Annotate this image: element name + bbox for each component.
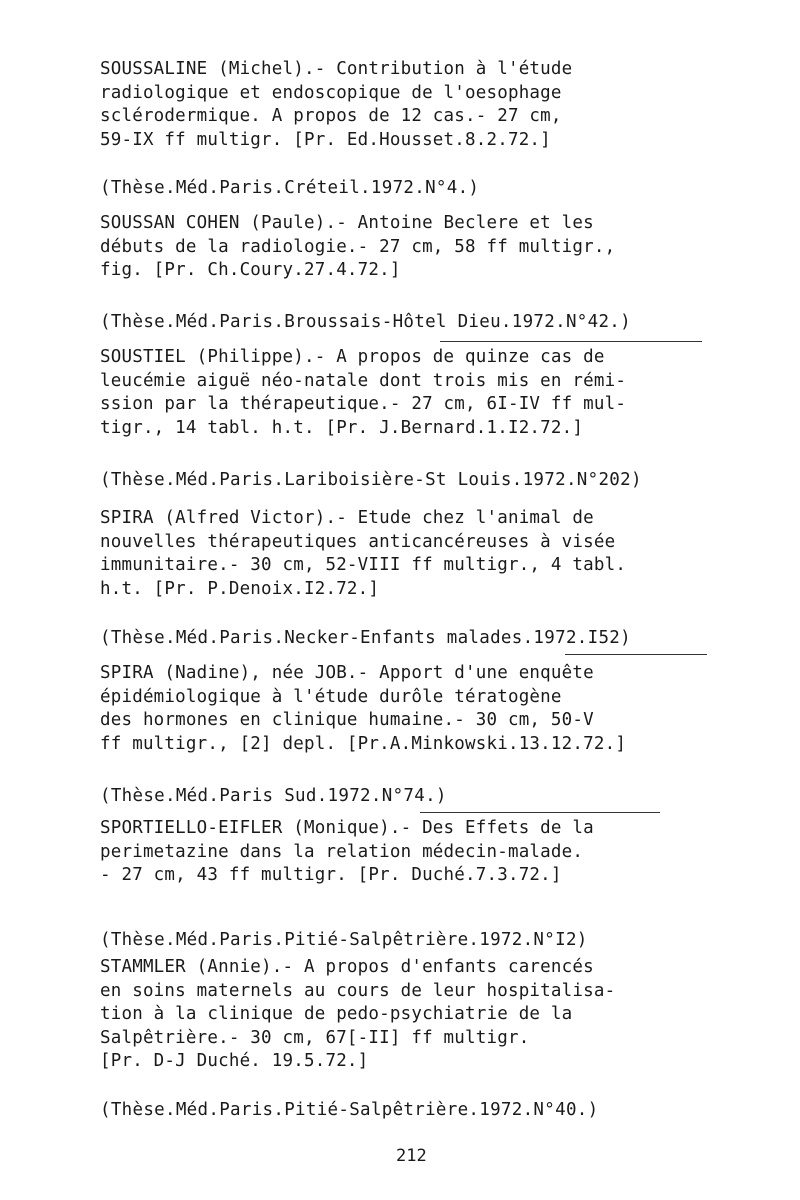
entry-line: radiologique et endoscopique de l'oesophage bbox=[100, 82, 562, 103]
entry-line: leucémie aiguë néo-natale dont trois mis en rémi- bbox=[100, 370, 627, 391]
entry-line: Salpêtrière.- 30 cm, 67[-II] ff multigr. bbox=[100, 1027, 530, 1048]
entry-line: STAMMLER (Annie).- A propos d'enfants carencés bbox=[100, 957, 594, 977]
entry-line: fig. [Pr. Ch.Coury.27.4.72.] bbox=[100, 260, 401, 280]
bibliography-entry bbox=[100, 58, 700, 152]
entry-line: SOUSTIEL (Philippe).- A propos de quinze cas de bbox=[100, 347, 605, 367]
bibliography-entry bbox=[100, 817, 700, 888]
entry-line: tion à la clinique de pedo-psychiatrie de la bbox=[100, 1004, 573, 1024]
bibliography-entry bbox=[100, 956, 700, 1074]
entry-line: 59-IX ff multigr. [Pr. Ed.Housset.8.2.72.] bbox=[100, 129, 551, 150]
entry-line: immunitaire.- 30 cm, 52-VIII ff multigr., 4 tabl. bbox=[100, 555, 627, 575]
entry-line: SPIRA (Nadine), née JOB.- Apport d'une enquête bbox=[100, 663, 594, 683]
thesis-note: (Thèse.Méd.Paris.Pitié-Salpêtrière.1972.N°40.) bbox=[100, 1100, 599, 1120]
entry-line: nouvelles thérapeutiques anticancéreuses à visée bbox=[100, 531, 616, 552]
bibliography-entry bbox=[100, 346, 700, 440]
entry-line: épidémiologique à l'étude durôle tératogène bbox=[100, 686, 562, 707]
bibliography-entry bbox=[100, 662, 700, 756]
bibliography-entry bbox=[100, 212, 700, 283]
entry-line: SPIRA (Alfred Victor).- Etude chez l'animal de bbox=[100, 508, 594, 528]
thesis-note: (Thèse.Méd.Paris.Broussais-Hôtel Dieu.1972.N°42.) bbox=[100, 312, 631, 332]
entry-line: ssion par la thérapeutique.- 27 cm, 6I-IV ff mul- bbox=[100, 394, 627, 414]
entry-line: - 27 cm, 43 ff multigr. [Pr. Duché.7.3.72.] bbox=[100, 865, 562, 885]
thesis-note: (Thèse.Méd.Paris.Lariboisière-St Louis.1972.N°202) bbox=[100, 470, 642, 490]
divider-rule bbox=[420, 812, 660, 813]
entry-line: [Pr. D-J Duché. 19.5.72.] bbox=[100, 1051, 369, 1071]
entry-line: SOUSSAN COHEN (Paule).- Antoine Beclere et les bbox=[100, 213, 594, 233]
entry-line: des hormones en clinique humaine.- 30 cm, 50-V bbox=[100, 710, 594, 730]
page-number: 212 bbox=[396, 1146, 427, 1166]
entry-line: SPORTIELLO-EIFLER (Monique).- Des Effets de la bbox=[100, 818, 594, 838]
thesis-note: (Thèse.Méd.Paris Sud.1972.N°74.) bbox=[100, 786, 447, 806]
bibliography-entry bbox=[100, 507, 700, 601]
thesis-note: (Thèse.Méd.Paris.Pitié-Salpêtrière.1972.N°I2) bbox=[100, 930, 588, 950]
entry-line: SOUSSALINE (Michel).- Contribution à l'étude bbox=[100, 59, 573, 79]
entry-line: perimetazine dans la relation médecin-malade. bbox=[100, 841, 584, 862]
thesis-note: (Thèse.Méd.Paris.Necker-Enfants malades.1972.I52) bbox=[100, 628, 631, 648]
entry-line: ff multigr., [2] depl. [Pr.A.Minkowski.13.12.72.] bbox=[100, 733, 627, 754]
divider-rule bbox=[565, 654, 707, 655]
entry-line: débuts de la radiologie.- 27 cm, 58 ff multigr., bbox=[100, 236, 616, 257]
entry-line: en soins maternels au cours de leur hospitalisa- bbox=[100, 980, 616, 1001]
entry-line: h.t. [Pr. P.Denoix.I2.72.] bbox=[100, 578, 380, 599]
divider-rule bbox=[440, 341, 702, 342]
entry-line: tigr., 14 tabl. h.t. [Pr. J.Bernard.1.I2.72.] bbox=[100, 417, 584, 438]
entry-line: sclérodermique. A propos de 12 cas.- 27 cm, bbox=[100, 106, 562, 126]
thesis-note: (Thèse.Méd.Paris.Créteil.1972.N°4.) bbox=[100, 178, 480, 198]
